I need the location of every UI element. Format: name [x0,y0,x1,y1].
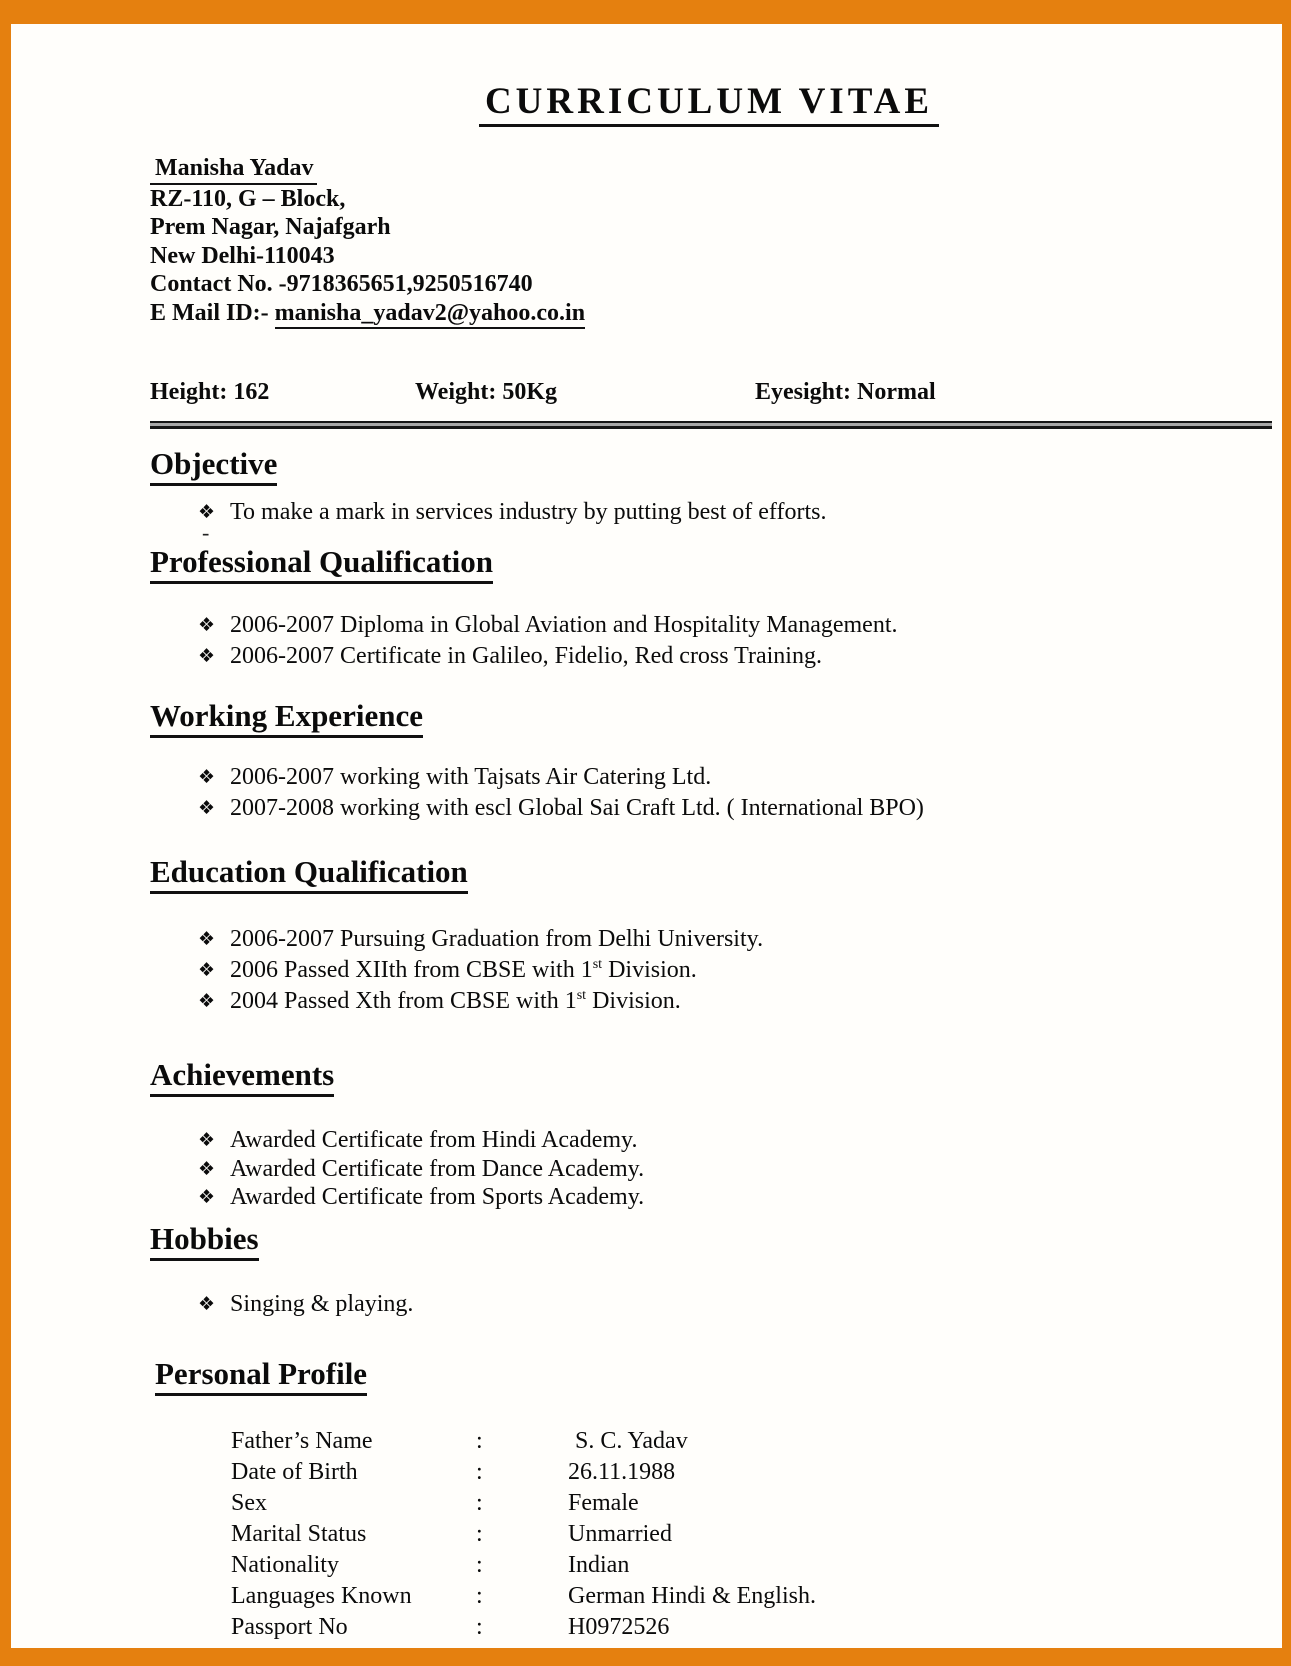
cv-document [11,80,1282,1643]
list-item [150,1127,1268,1156]
list-item [150,793,1268,824]
bullet-icon: ❖ [198,1292,216,1315]
profile-label: Languages Known [231,1582,412,1609]
profile-value: German Hindi & English. [568,1582,816,1609]
table-row [150,1581,1268,1612]
height-value: Height: 162 [150,379,270,405]
list-item-text: Awarded Certificate from Hindi Academy. [230,1127,638,1153]
bullet-icon: ❖ [198,766,216,788]
profile-value: Indian [568,1551,630,1578]
address-line: New Delhi-110043 [150,242,335,269]
profile-label: Passport No [231,1613,348,1640]
list-item [150,1156,1268,1185]
list-item [150,924,1268,955]
table-row [150,1426,1268,1457]
list-item-text: To make a mark in services industry by putting best of efforts. [230,499,827,525]
list-item [150,641,1268,672]
profile-colon: : [476,1551,483,1578]
profile-colon: : [476,1489,483,1516]
list-item-text: 2004 Passed Xth from CBSE with 1st Division. [230,988,681,1014]
email-link[interactable]: manisha_yadav2@yahoo.co.in [275,300,585,329]
section-title-education-qualification: Education Qualification [150,854,468,894]
list-item-text: Awarded Certificate from Dance Academy. [230,1155,645,1182]
profile-colon: : [476,1582,483,1609]
list-item-text: 2006-2007 Certificate in Galileo, Fidelio, Red cross Training. [230,643,822,669]
working-experience-list [150,762,1268,824]
weight-value: Weight: 50Kg [415,379,557,405]
candidate-name: Manisha Yadav [150,154,317,185]
address-line: Prem Nagar, Najafgarh [150,214,391,240]
bullet-icon: ❖ [198,797,216,819]
list-item-text: Singing & playing. [230,1290,414,1317]
table-row [150,1488,1268,1519]
page-title: CURRICULUM VITAE [479,80,939,127]
achievements-list [150,1127,1268,1213]
email-line [150,299,1268,328]
table-row [150,1550,1268,1581]
list-item-text: 2006-2007 Diploma in Global Aviation and Hospitality Management. [230,612,898,638]
personal-profile-table [150,1426,1268,1643]
profile-colon: : [476,1427,483,1454]
stray-mark: - [202,520,210,545]
table-row [150,1519,1268,1550]
section-title-hobbies: Hobbies [150,1221,259,1261]
table-row [150,1612,1268,1643]
profile-label: Date of Birth [231,1458,358,1485]
table-row [150,1457,1268,1488]
contact-number: Contact No. -9718365651,9250516740 [150,271,533,297]
profile-label: Sex [231,1489,267,1516]
section-title-objective: Objective [150,446,277,486]
list-item [150,955,1268,986]
profile-value: Unmarried [568,1520,672,1547]
bullet-icon: ❖ [198,1186,216,1208]
bullet-icon: ❖ [198,959,216,981]
professional-qualification-list [150,610,1268,672]
horizontal-rule [150,421,1272,429]
contact-block [150,154,1268,327]
profile-value: H0972526 [568,1613,670,1640]
eyesight-value: Eyesight: Normal [755,379,936,405]
profile-value: 26.11.1988 [568,1458,676,1485]
bullet-icon: ❖ [198,990,216,1012]
list-item [150,986,1268,1017]
bullet-icon: ❖ [198,645,216,667]
profile-colon: : [476,1520,483,1547]
profile-value: S. C. Yadav [575,1427,688,1454]
list-item [150,762,1268,793]
bullet-icon: ❖ [198,501,216,523]
education-qualification-list [150,924,1268,1017]
list-item [150,1289,1268,1320]
list-item-text: 2007-2008 working with escl Global Sai Craft Ltd. ( International BPO) [230,795,924,821]
list-item-text: 2006-2007 Pursuing Graduation from Delhi University. [230,926,764,952]
bullet-icon: ❖ [198,614,216,636]
profile-colon: : [476,1458,483,1485]
objective-list [150,497,1268,528]
list-item [150,1184,1268,1213]
list-item [150,497,1268,528]
list-item-text: Awarded Certificate from Sports Academy. [230,1184,645,1210]
vitals-row [150,379,1268,406]
bullet-icon: ❖ [198,1129,216,1151]
bullet-icon: ❖ [198,928,216,950]
profile-label: Father’s Name [231,1427,373,1454]
address-line: RZ-110, G – Block, [150,185,346,212]
profile-value: Female [568,1489,639,1516]
email-label: E Mail ID:- [150,299,275,326]
section-title-professional-qualification: Professional Qualification [150,544,493,584]
title-row [150,80,1268,127]
hobbies-list [150,1289,1268,1320]
profile-label: Marital Status [231,1520,367,1547]
list-item [150,610,1268,641]
profile-label: Nationality [231,1551,339,1578]
bullet-icon: ❖ [198,1157,216,1180]
list-item-text: 2006-2007 working with Tajsats Air Catering Ltd. [230,764,712,790]
section-title-working-experience: Working Experience [150,698,423,738]
profile-colon: : [476,1613,483,1640]
list-item-text: 2006 Passed XIIth from CBSE with 1st Division. [230,957,697,983]
section-title-achievements: Achievements [150,1057,334,1097]
section-title-personal-profile: Personal Profile [155,1356,367,1396]
